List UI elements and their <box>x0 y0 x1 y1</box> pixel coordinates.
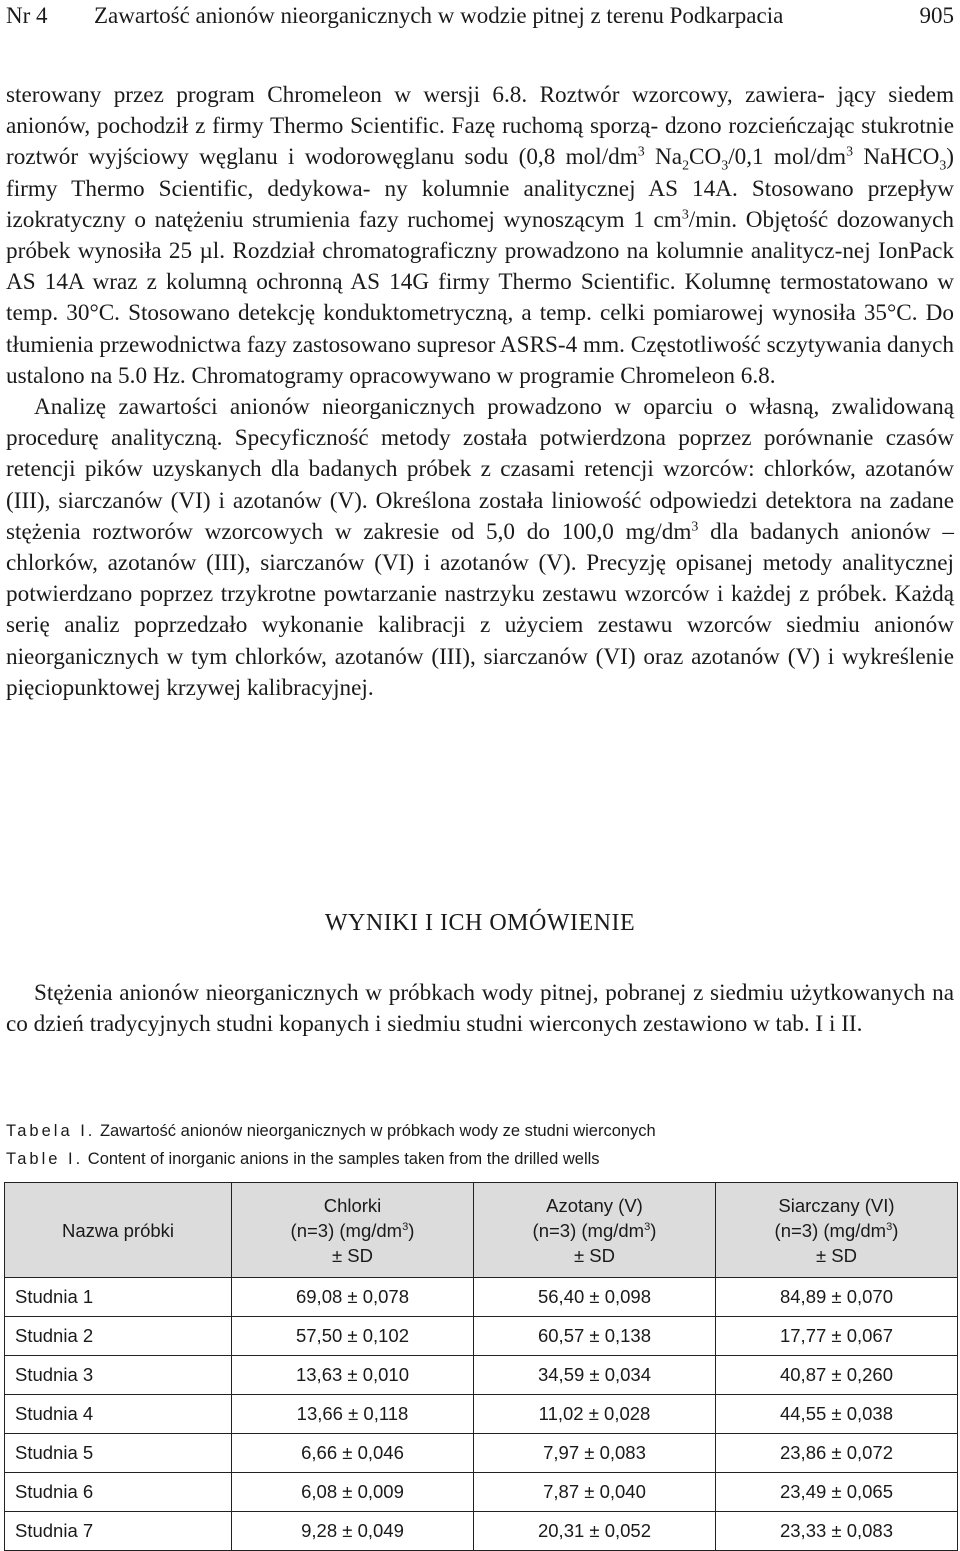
table-row <box>5 1395 958 1434</box>
table-row <box>5 1473 958 1512</box>
cell-siarczany: 40,87 ± 0,260 <box>716 1356 958 1395</box>
table-row <box>5 1434 958 1473</box>
text-line: wynosiła 25 µl. Rozdział chromatograficzny prowadzono na kolumnie analitycz-nej IonPack AS 14A wraz z kolumną ochronną AS 14G firmy Thermo Scientific. Kolumnę termostatowano w temp. 30°C. Stosowano detekcję konduktometryczną, a temp. celki pomiarowej wynosiła 35°C. Do tłumienia przewodnictwa fazy zastosowano supresor ASRS-4 mm. Częstotliwość sczytywania danych ustalono na 5.0 Hz. Chromatogramy opracowywano w programie Chromeleon 6.8. <box>6 238 955 389</box>
caption-label-pl: Tabela I. <box>6 1122 96 1140</box>
cell-azotany: 34,59 ± 0,034 <box>474 1356 716 1395</box>
header-sample-name: Nazwa próbki <box>5 1183 232 1278</box>
page-number: 905 <box>919 3 954 28</box>
text-line: dzono rozcieńczając stukrotnie roztwór wyjściowy węglanu i wodorowęglanu sodu <box>6 113 954 171</box>
cell-sample-name: Studnia 4 <box>5 1395 232 1434</box>
cell-chlorki: 69,08 ± 0,078 <box>232 1278 474 1317</box>
results-paragraph: Stężenia anionów nieorganicznych w próbkach wody pitnej, pobranej z siedmiu użytkowanych na co dzień tradycyjnych studni kopanych i siedmiu studni wierconych zestawiono w tab. I i II. <box>6 980 954 1038</box>
cell-sample-name: Studnia 6 <box>5 1473 232 1512</box>
caption-text-en: Content of inorganic anions in the samples taken from the drilled wells <box>83 1150 600 1168</box>
cell-azotany: 7,87 ± 0,040 <box>474 1473 716 1512</box>
header-siarczany: Siarczany (VI) (n=3) $(mg/dm^3)$ ± SD <box>716 1183 958 1278</box>
cell-sample-name: Studnia 5 <box>5 1434 232 1473</box>
cell-sample-name: Studnia 3 <box>5 1356 232 1395</box>
cell-siarczany: 84,89 ± 0,070 <box>716 1278 958 1317</box>
header-azotany: Azotany (V) (n=3) $(mg/dm^3)$ ± SD <box>474 1183 716 1278</box>
cell-siarczany: 23,49 ± 0,065 <box>716 1473 958 1512</box>
results-table-wrapper <box>4 1182 958 1551</box>
text-line: ny kolumnie analitycznej AS 14A. Stosowano przepływ izokratyczny o natężeniu <box>6 175 955 233</box>
cell-azotany: 60,57 ± 0,138 <box>474 1317 716 1356</box>
cell-azotany: 20,31 ± 0,052 <box>474 1512 716 1551</box>
table-row <box>5 1278 958 1317</box>
cell-sample-name: Studnia 2 <box>5 1317 232 1356</box>
cell-chlorki: 57,50 ± 0,102 <box>232 1317 474 1356</box>
table-row <box>5 1356 958 1395</box>
cell-chlorki: 13,63 ± 0,010 <box>232 1356 474 1395</box>
cell-siarczany: 44,55 ± 0,038 <box>716 1395 958 1434</box>
methods-paragraph-1 <box>6 80 954 392</box>
cell-azotany: 56,40 ± 0,098 <box>474 1278 716 1317</box>
text-line: (0,8 mol/$dm^3$ $Na_2CO_3/0,1$ mol/$dm^3$ NaHCO$_3$) firmy Thermo Scientific, dedykowa- <box>6 144 954 202</box>
results-text <box>6 978 954 1040</box>
cell-sample-name: Studnia 1 <box>5 1278 232 1317</box>
cell-sample-name: Studnia 7 <box>5 1512 232 1551</box>
results-table <box>4 1182 958 1551</box>
text-line: jący siedem anionów, pochodził z firmy Thermo Scientific. Fazę ruchomą sporzą- <box>6 82 954 140</box>
header-chlorki: Chlorki (n=3) $(mg/dm^3)$ ± SD <box>232 1183 474 1278</box>
issue-number: Nr 4 <box>6 3 48 28</box>
cell-azotany: 7,97 ± 0,083 <box>474 1434 716 1473</box>
table-caption-pl <box>6 1118 656 1144</box>
cell-siarczany: 23,86 ± 0,072 <box>716 1434 958 1473</box>
cell-azotany: 11,02 ± 0,028 <box>474 1395 716 1434</box>
caption-text-pl: Zawartość anionów nieorganicznych w próbkach wody ze studni wierconych <box>95 1122 656 1140</box>
section-heading: WYNIKI I ICH OMÓWIENIE <box>324 910 636 936</box>
cell-siarczany: 17,77 ± 0,067 <box>716 1317 958 1356</box>
table-header-row <box>5 1183 958 1278</box>
methods-text <box>6 80 954 704</box>
methods-paragraph-2: Analizę zawartości anionów nieorganicznych prowadzono w oparciu o własną, zwalidowaną procedurę analityczną. Specyficzność metody została potwierdzona poprzez porównanie czasów retencji pików uzyskanych dla badanych próbek z czasami retencji wzorców: chlorków, azotanów (III), siarczanów (VI) i azotanów (V). Określona została liniowość odpowiedzi detektora na zadane stężenia roztworów wzorcowych w zakresie od 5,0 do 100,0 $mg/dm^3$ dla badanych anionów – chlorków, azotanów (III), siarczanów (VI) i azotanów (V). Precyzję opisanej metody analitycznej potwierdzano poprzez trzykrotne powtarzanie nastrzyku zestawu wzorców i każdej z próbek. Każdą serię analiz poprzedzało wykonanie kalibracji z użyciem zestawu wzorców siedmiu anionów nieorganicznych w tym chlorków, azotanów (III), siarczanów (VI) oraz azotanów (V) i wykreślenie pięciopunktowej krzywej kalibracyjnej. <box>6 394 954 701</box>
text-line: sterowany przez program Chromeleon w wersji 6.8. Roztwór wzorcowy, zawiera- <box>6 82 825 108</box>
cell-chlorki: 9,28 ± 0,049 <box>232 1512 474 1551</box>
table-row <box>5 1317 958 1356</box>
caption-label-en: Table I. <box>6 1150 84 1168</box>
running-header <box>6 0 954 34</box>
cell-siarczany: 23,33 ± 0,083 <box>716 1512 958 1551</box>
cell-chlorki: 13,66 ± 0,118 <box>232 1395 474 1434</box>
table-caption-en <box>6 1146 600 1172</box>
cell-chlorki: 6,66 ± 0,046 <box>232 1434 474 1473</box>
running-title: Zawartość anionów nieorganicznych w wodzie pitnej z terenu Podkarpacia <box>94 3 784 28</box>
text-line: strumienia fazy ruchomej wynoszącym 1 $cm^3/\min$. Objętość dozowanych próbek <box>6 206 955 265</box>
cell-chlorki: 6,08 ± 0,009 <box>232 1473 474 1512</box>
